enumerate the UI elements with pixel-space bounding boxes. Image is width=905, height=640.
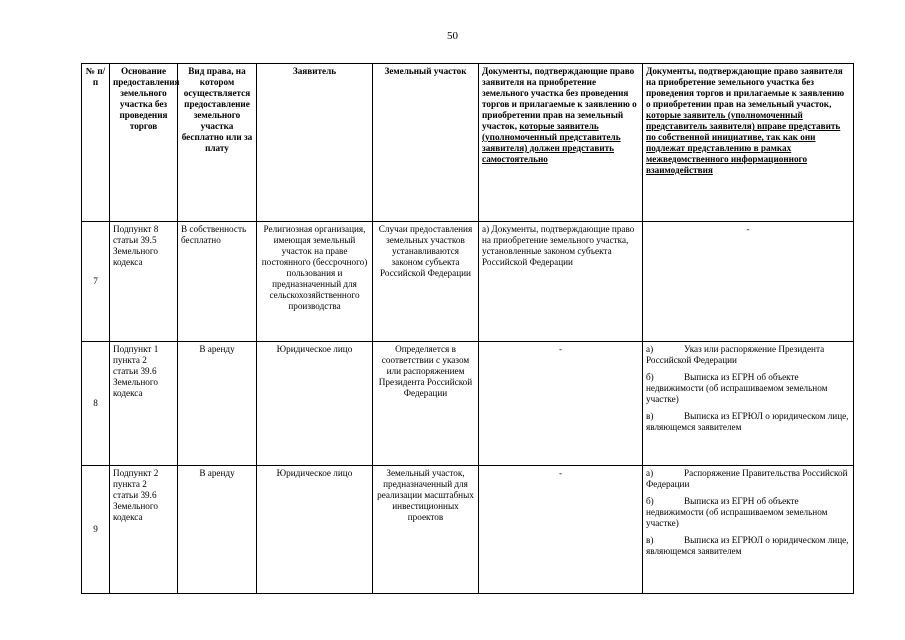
row-docs-self: -	[479, 342, 643, 466]
item-mark: в)	[646, 411, 654, 421]
row-right-type: В собственность бесплатно	[178, 222, 257, 342]
item-mark: а)	[646, 468, 654, 478]
list-item	[646, 411, 850, 433]
item-text: Выписка из ЕГРЮЛ о юридическом лице, являющемся заявителем	[646, 535, 849, 556]
row-right-type: В аренду	[178, 466, 257, 594]
row-land-plot: Случаи предоставления земельных участков устанавливаются законом субъекта Российской Федерации	[373, 222, 479, 342]
row-num: 8	[82, 342, 110, 466]
item-text: Выписка из ЕГРЮЛ о юридическом лице, являющемся заявителем	[646, 411, 849, 432]
table-header-row	[82, 64, 854, 222]
table-row	[82, 342, 854, 466]
row-basis: Подпункт 1 пункта 2 статьи 39.6 Земельного кодекса	[110, 342, 178, 466]
table-row	[82, 222, 854, 342]
item-text: Указ или распоряжение Президента Российской Федерации	[646, 344, 825, 365]
row-right-type: В аренду	[178, 342, 257, 466]
row-basis: Подпункт 8 статьи 39.5 Земельного кодекса	[110, 222, 178, 342]
list-item	[646, 344, 850, 366]
header-applicant: Заявитель	[257, 64, 373, 222]
item-mark: б)	[646, 372, 654, 382]
header-docs-self	[479, 64, 643, 222]
table-row	[82, 466, 854, 594]
item-text: Распоряжение Правительства Российской Федерации	[646, 468, 848, 489]
land-plot-documents-table	[81, 63, 854, 594]
row-num: 7	[82, 222, 110, 342]
header-land-plot: Земельный участок	[373, 64, 479, 222]
page-number: 50	[447, 30, 458, 42]
list-item	[646, 496, 850, 529]
item-text: Выписка из ЕГРН об объекте недвижимости (об испрашиваемом земельном участке)	[646, 372, 828, 404]
row-land-plot: Определяется в соответствии с указом или распоряжением Президента Российской Федерации	[373, 342, 479, 466]
item-mark: а)	[646, 344, 654, 354]
header-num: № п/п	[82, 64, 110, 222]
row-basis: Подпункт 2 пункта 2 статьи 39.6 Земельного кодекса	[110, 466, 178, 594]
row-land-plot: Земельный участок, предназначенный для реализации масштабных инвестиционных проектов	[373, 466, 479, 594]
row-applicant: Религиозная организация, имеющая земельный участок на праве постоянного (бессрочного) пользования и предназначенный для сельскохозяйственного производства	[257, 222, 373, 342]
header-docs-opt-plain: Документы, подтверждающие право заявителя на приобретение земельного участка без проведения торгов и прилагаемые к заявлению о приобретении прав на земельный участок,	[646, 66, 845, 109]
list-item	[646, 468, 850, 490]
row-applicant: Юридическое лицо	[257, 342, 373, 466]
row-applicant: Юридическое лицо	[257, 466, 373, 594]
row-num: 9	[82, 466, 110, 594]
header-docs-self-underlined: которые заявитель (уполномоченный представитель заявителя) должен представить самостоятельно	[482, 121, 621, 164]
header-right-type: Вид права, на котором осуществляется предоставление земельного участка бесплатно или за плату	[178, 64, 257, 222]
row-docs-self: -	[479, 466, 643, 594]
header-basis: Основание предоставления земельного участка без проведения торгов	[110, 64, 178, 222]
header-docs-self-plain: Документы, подтверждающие право заявителя на приобретение земельного участка без проведения торгов и прилагаемые к заявлению о приобретении прав на земельный участок,	[482, 66, 637, 131]
row-docs-optional	[643, 342, 854, 466]
item-text: Выписка из ЕГРН об объекте недвижимости (об испрашиваемом земельном участке)	[646, 496, 828, 528]
header-docs-optional	[643, 64, 854, 222]
row-docs-self: а) Документы, подтверждающие право на приобретение земельного участка, установленные законом субъекта Российской Федерации	[479, 222, 643, 342]
row-docs-optional	[643, 466, 854, 594]
item-mark: б)	[646, 496, 654, 506]
list-item	[646, 372, 850, 405]
list-item	[646, 535, 850, 557]
header-docs-opt-underlined: которые заявитель (уполномоченный представитель заявителя) вправе представить по собственной инициативе, так как они подлежат представлению в рамках межведомственного информационного взаимодействия	[646, 110, 841, 175]
item-mark: в)	[646, 535, 654, 545]
row-docs-optional: -	[643, 222, 854, 342]
